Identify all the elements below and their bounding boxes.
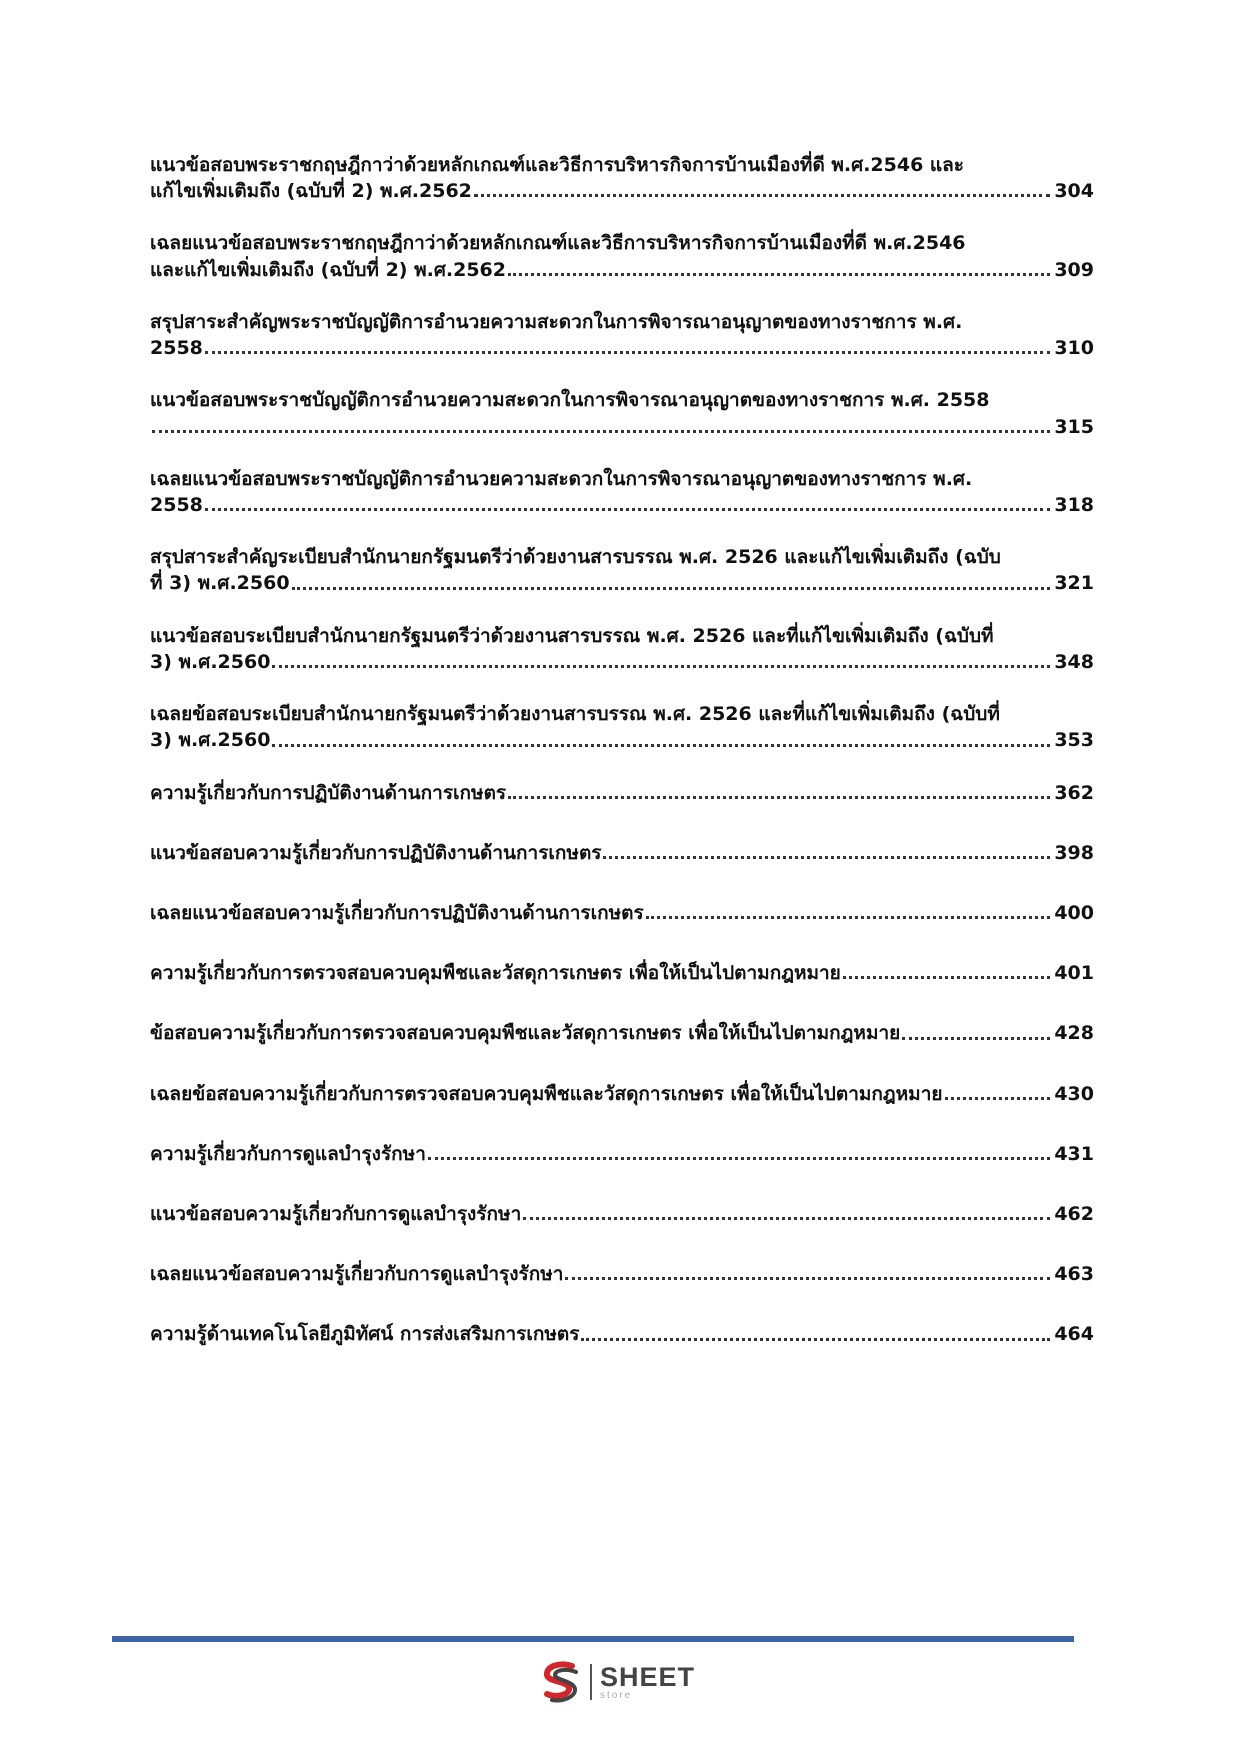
toc-entry-leader-line bbox=[150, 1020, 1094, 1046]
dot-leader bbox=[205, 508, 1050, 511]
toc-entry[interactable] bbox=[150, 387, 1094, 439]
toc-entry-title-line1: เฉลยแนวข้อสอบพระราชกฤษฎีกาว่าด้วยหลักเกณฑ์และวิธีการบริหารกิจการบ้านเมืองที่ดี พ.ศ.2546 bbox=[150, 232, 966, 255]
toc-entry-leader-line bbox=[150, 570, 1094, 596]
dot-leader bbox=[205, 351, 1050, 354]
toc-entry-leader-line bbox=[150, 1261, 1094, 1287]
toc-entry-title-line2: เฉลยแนวข้อสอบความรู้เกี่ยวกับการปฏิบัติงานด้านการเกษตร bbox=[150, 901, 644, 924]
toc-page-number: 430 bbox=[1054, 1082, 1094, 1105]
toc-entry-title-line1: แนวข้อสอบระเบียบสำนักนายกรัฐมนตรีว่าด้วยงานสารบรรณ พ.ศ. 2526 และที่แก้ไขเพิ่มเติมถึง (ฉบับที่ bbox=[150, 624, 994, 647]
toc-entry-leader-line bbox=[150, 1201, 1094, 1227]
toc-entry[interactable] bbox=[150, 960, 1094, 986]
logo-separator bbox=[590, 1664, 592, 1700]
toc-entry-leader-line bbox=[150, 1321, 1094, 1347]
logo-sub-text: store bbox=[600, 1689, 633, 1701]
dot-leader bbox=[646, 916, 1051, 919]
toc-entry-title-line2: ที่ 3) พ.ศ.2560 bbox=[150, 572, 290, 595]
toc-entry-leader-line bbox=[150, 649, 1094, 675]
toc-entry-leader-line bbox=[150, 414, 1094, 440]
toc-entry-leader-line bbox=[150, 257, 1094, 283]
dot-leader bbox=[523, 1217, 1050, 1220]
footer-rule bbox=[112, 1636, 1074, 1642]
toc-entry-title-line2: 2558 bbox=[150, 337, 203, 360]
toc-page-number: 400 bbox=[1054, 901, 1094, 924]
toc-entry-title-line1: แนวข้อสอบพระราชกฤษฎีกาว่าด้วยหลักเกณฑ์และวิธีการบริหารกิจการบ้านเมืองที่ดี พ.ศ.2546 และ bbox=[150, 154, 965, 176]
dot-leader bbox=[603, 856, 1050, 859]
toc-entry[interactable] bbox=[150, 466, 1094, 518]
toc-entry-title-line2: เฉลยแนวข้อสอบความรู้เกี่ยวกับการดูแลบำรุงรักษา bbox=[150, 1263, 564, 1286]
dot-leader bbox=[474, 194, 1050, 197]
toc-entry[interactable] bbox=[150, 1201, 1094, 1227]
dot-leader bbox=[508, 796, 1050, 799]
toc-entry[interactable] bbox=[150, 1321, 1094, 1347]
toc-entry-leader-line bbox=[150, 1141, 1094, 1167]
toc-entry-leader-line bbox=[150, 1081, 1094, 1107]
toc-entry[interactable] bbox=[150, 309, 1094, 361]
toc-entry-leader-line bbox=[150, 900, 1094, 926]
toc-entry[interactable] bbox=[150, 900, 1094, 926]
toc-page-number: 309 bbox=[1054, 258, 1094, 281]
toc-entry[interactable] bbox=[150, 1081, 1094, 1107]
toc-entry-leader-line bbox=[150, 727, 1094, 753]
dot-leader bbox=[843, 976, 1051, 979]
toc-page-number: 348 bbox=[1054, 650, 1094, 673]
toc-entry-title-line1: แนวข้อสอบพระราชบัญญัติการอำนวยความสะดวกในการพิจารณาอนุญาตของทางราชการ พ.ศ. 2558 bbox=[150, 389, 990, 412]
toc-entry-leader-line bbox=[150, 960, 1094, 986]
toc-entry[interactable] bbox=[150, 701, 1094, 753]
toc-entry[interactable] bbox=[150, 623, 1094, 675]
toc-entry[interactable] bbox=[150, 840, 1094, 866]
toc-page-number: 464 bbox=[1054, 1323, 1094, 1346]
toc-entry-title-line2: เฉลยข้อสอบความรู้เกี่ยวกับการตรวจสอบควบคุมพืชและวัสดุการเกษตร เพื่อให้เป็นไปตามกฎหมาย bbox=[150, 1082, 943, 1105]
toc-entry[interactable] bbox=[150, 152, 1094, 204]
dot-leader bbox=[581, 1338, 1050, 1341]
toc-entry-title-line1: เฉลยข้อสอบระเบียบสำนักนายกรัฐมนตรีว่าด้วยงานสารบรรณ พ.ศ. 2526 และที่แก้ไขเพิ่มเติมถึง (ฉบับที่ bbox=[150, 703, 1000, 726]
toc-entry-leader-line bbox=[150, 840, 1094, 866]
toc-entry-title-line2: ข้อสอบความรู้เกี่ยวกับการตรวจสอบควบคุมพืชและวัสดุการเกษตร เพื่อให้เป็นไปตามกฎหมาย bbox=[150, 1022, 901, 1045]
toc-entry[interactable] bbox=[150, 1141, 1094, 1167]
toc-entry-title-line1: สรุปสาระสำคัญพระราชบัญญัติการอำนวยความสะดวกในการพิจารณาอนุญาตของทางราชการ พ.ศ. bbox=[150, 310, 963, 333]
toc-entry-title-line1: เฉลยแนวข้อสอบพระราชบัญญัติการอำนวยความสะดวกในการพิจารณาอนุญาตของทางราชการ พ.ศ. bbox=[150, 467, 973, 490]
toc-page-number: 431 bbox=[1054, 1142, 1094, 1165]
dot-leader bbox=[292, 587, 1051, 590]
toc-entry-title-line2: ความรู้เกี่ยวกับการดูแลบำรุงรักษา bbox=[150, 1142, 426, 1165]
toc-entry-title-line1: สรุปสาระสำคัญระเบียบสำนักนายกรัฐมนตรีว่าด้วยงานสารบรรณ พ.ศ. 2526 และแก้ไขเพิ่มเติมถึง (ฉบับ bbox=[150, 546, 1001, 569]
logo-wordmark bbox=[600, 1661, 696, 1701]
dot-leader bbox=[565, 1277, 1050, 1280]
toc-entry-title-line2: ความรู้ด้านเทคโนโลยีภูมิทัศน์ การส่งเสริมการเกษตร bbox=[150, 1323, 580, 1346]
toc-entry[interactable] bbox=[150, 1020, 1094, 1046]
toc-entry-leader-line bbox=[150, 178, 1094, 204]
footer-logo bbox=[538, 1658, 695, 1706]
toc-page-number: 321 bbox=[1054, 572, 1094, 595]
toc-entry-title-line2: แนวข้อสอบความรู้เกี่ยวกับการปฏิบัติงานด้านการเกษตร bbox=[150, 841, 602, 864]
toc-entry[interactable] bbox=[150, 780, 1094, 806]
toc-entry-title-line2: แก้ไขเพิ่มเติมถึง (ฉบับที่ 2) พ.ศ.2562 bbox=[150, 180, 472, 203]
toc-page-number: 428 bbox=[1054, 1022, 1094, 1045]
toc-page-number: 463 bbox=[1054, 1263, 1094, 1286]
dot-leader bbox=[152, 430, 1050, 433]
toc-entry-title-line2: ความรู้เกี่ยวกับการตรวจสอบควบคุมพืชและวัสดุการเกษตร เพื่อให้เป็นไปตามกฎหมาย bbox=[150, 962, 841, 985]
toc-entry-title-line2: ความรู้เกี่ยวกับการปฏิบัติงานด้านการเกษตร bbox=[150, 781, 507, 804]
dot-leader bbox=[508, 273, 1050, 276]
toc-page-number: 398 bbox=[1054, 841, 1094, 864]
toc-page-number: 462 bbox=[1054, 1203, 1094, 1226]
toc-page-number: 315 bbox=[1054, 415, 1094, 438]
toc-page-number: 362 bbox=[1054, 781, 1094, 804]
toc-entry[interactable] bbox=[150, 544, 1094, 596]
toc-entry-title-line2: และแก้ไขเพิ่มเติมถึง (ฉบับที่ 2) พ.ศ.2562 bbox=[150, 258, 506, 281]
toc-entry-leader-line bbox=[150, 780, 1094, 806]
dot-leader bbox=[428, 1157, 1050, 1160]
toc-page-number: 353 bbox=[1054, 729, 1094, 752]
toc-entry-title-line2: 3) พ.ศ.2560 bbox=[150, 650, 271, 673]
logo-brand-text: SHEET bbox=[600, 1661, 696, 1692]
dot-leader bbox=[945, 1097, 1051, 1100]
toc-page-number: 310 bbox=[1054, 337, 1094, 360]
table-of-contents bbox=[150, 152, 1094, 1382]
dot-leader bbox=[272, 744, 1050, 747]
dot-leader bbox=[902, 1037, 1050, 1040]
toc-entry-title-line2: 3) พ.ศ.2560 bbox=[150, 729, 271, 752]
toc-entry-title-line2: 2558 bbox=[150, 493, 203, 516]
toc-entry-title-line2: แนวข้อสอบความรู้เกี่ยวกับการดูแลบำรุงรักษา bbox=[150, 1203, 522, 1226]
dot-leader bbox=[272, 665, 1050, 668]
toc-page-number: 318 bbox=[1054, 493, 1094, 516]
toc-page-number: 401 bbox=[1054, 962, 1094, 985]
toc-entry-leader-line bbox=[150, 335, 1094, 361]
toc-entry[interactable] bbox=[150, 230, 1094, 282]
toc-page-number: 304 bbox=[1054, 180, 1094, 203]
toc-entry-leader-line bbox=[150, 492, 1094, 518]
toc-entry[interactable] bbox=[150, 1261, 1094, 1287]
sheet-store-s-icon bbox=[538, 1660, 582, 1704]
